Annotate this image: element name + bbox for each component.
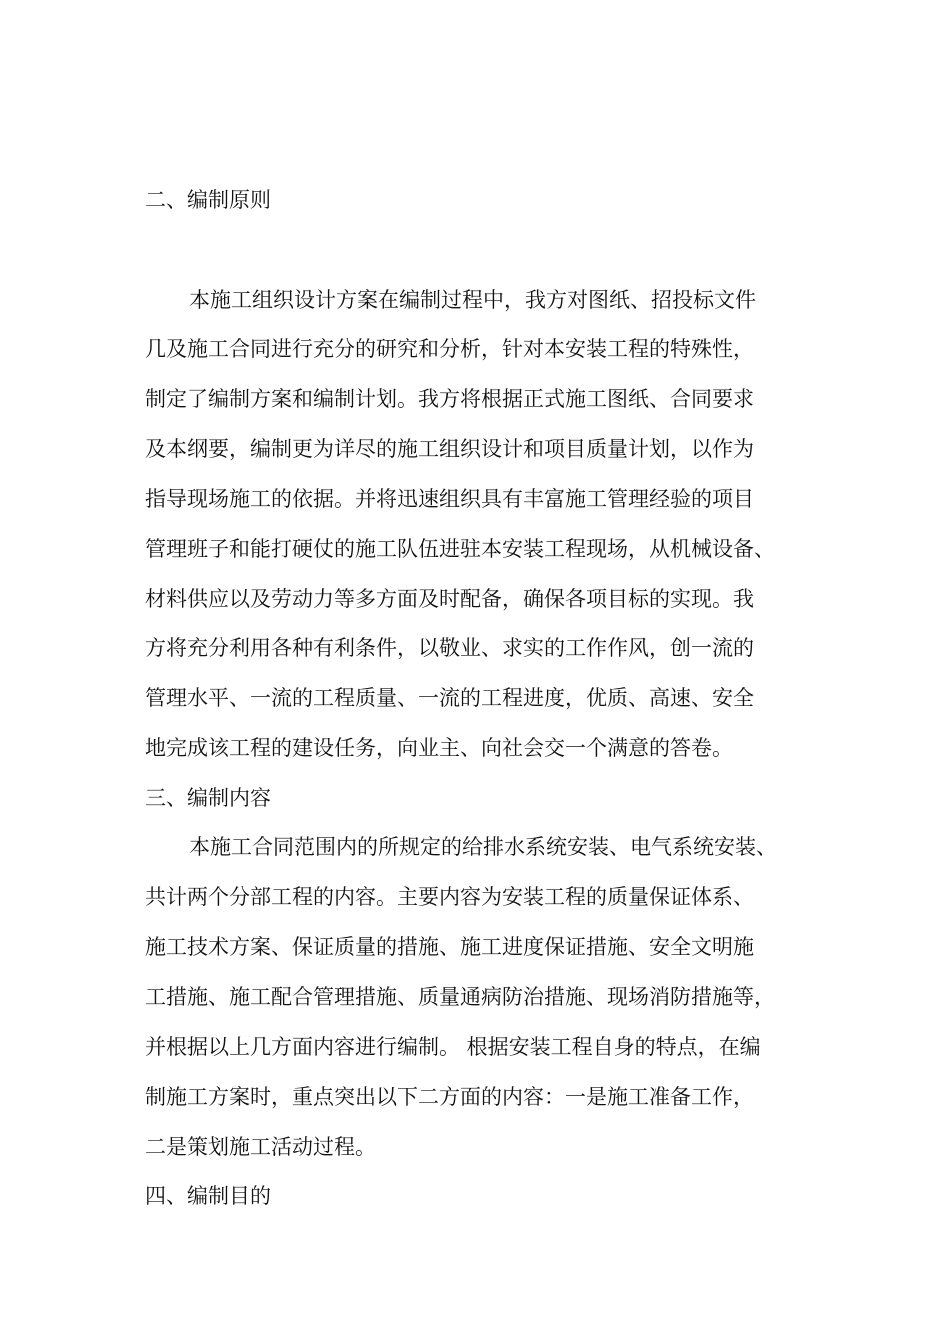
paragraph-line: 管理水平、一流的工程质量、一流的工程进度，优质、高速、安全 — [145, 686, 754, 710]
paragraph-line: 及本纲要，编制更为详尽的施工组织设计和项目质量计划，以作为 — [145, 437, 754, 461]
paragraph-line: 几及施工合同进行充分的研究和分析，针对本安装工程的特殊性， — [145, 337, 754, 361]
paragraph-line: 施工技术方案、保证质量的措施、施工进度保证措施、安全文明施 — [145, 935, 754, 959]
paragraph-line: 二是策划施工活动过程。 — [145, 1135, 376, 1159]
section-heading-contents: 三、编制内容 — [145, 786, 271, 810]
paragraph-line: 管理班子和能打硬仗的施工队伍进驻本安装工程现场，从机械设备、 — [145, 537, 775, 561]
paragraph-line: 材料供应以及劳动力等多方面及时配备，确保各项目标的实现。我 — [145, 587, 754, 611]
paragraph-line: 地完成该工程的建设任务，向业主、向社会交一个满意的答卷。 — [145, 736, 733, 760]
paragraph-line: 共计两个分部工程的内容。主要内容为安装工程的质量保证体系、 — [145, 885, 754, 909]
paragraph-line: 指导现场施工的依据。并将迅速组织具有丰富施工管理经验的项目 — [145, 487, 754, 511]
paragraph-line: 方将充分利用各种有利条件，以敬业、求实的工作作风，创一流的 — [145, 636, 754, 660]
paragraph-line: 本施工组织设计方案在编制过程中，我方对图纸、招投标文件 — [189, 288, 756, 312]
paragraph-line: 制定了编制方案和编制计划。我方将根据正式施工图纸、合同要求 — [145, 387, 754, 411]
paragraph-line: 并根据以上几方面内容进行编制。 根据安装工程自身的特点，在编 — [145, 1035, 761, 1059]
section-heading-purpose: 四、编制目的 — [145, 1184, 271, 1208]
section-heading-principles: 二、编制原则 — [145, 188, 271, 212]
paragraph-line: 本施工合同范围内的所规定的给排水系统安装、电气系统安装、 — [189, 835, 777, 859]
paragraph-line: 制施工方案时，重点突出以下二方面的内容：一是施工准备工作， — [145, 1085, 754, 1109]
paragraph-line: 工措施、施工配合管理措施、质量通病防治措施、现场消防措施等， — [145, 985, 775, 1009]
